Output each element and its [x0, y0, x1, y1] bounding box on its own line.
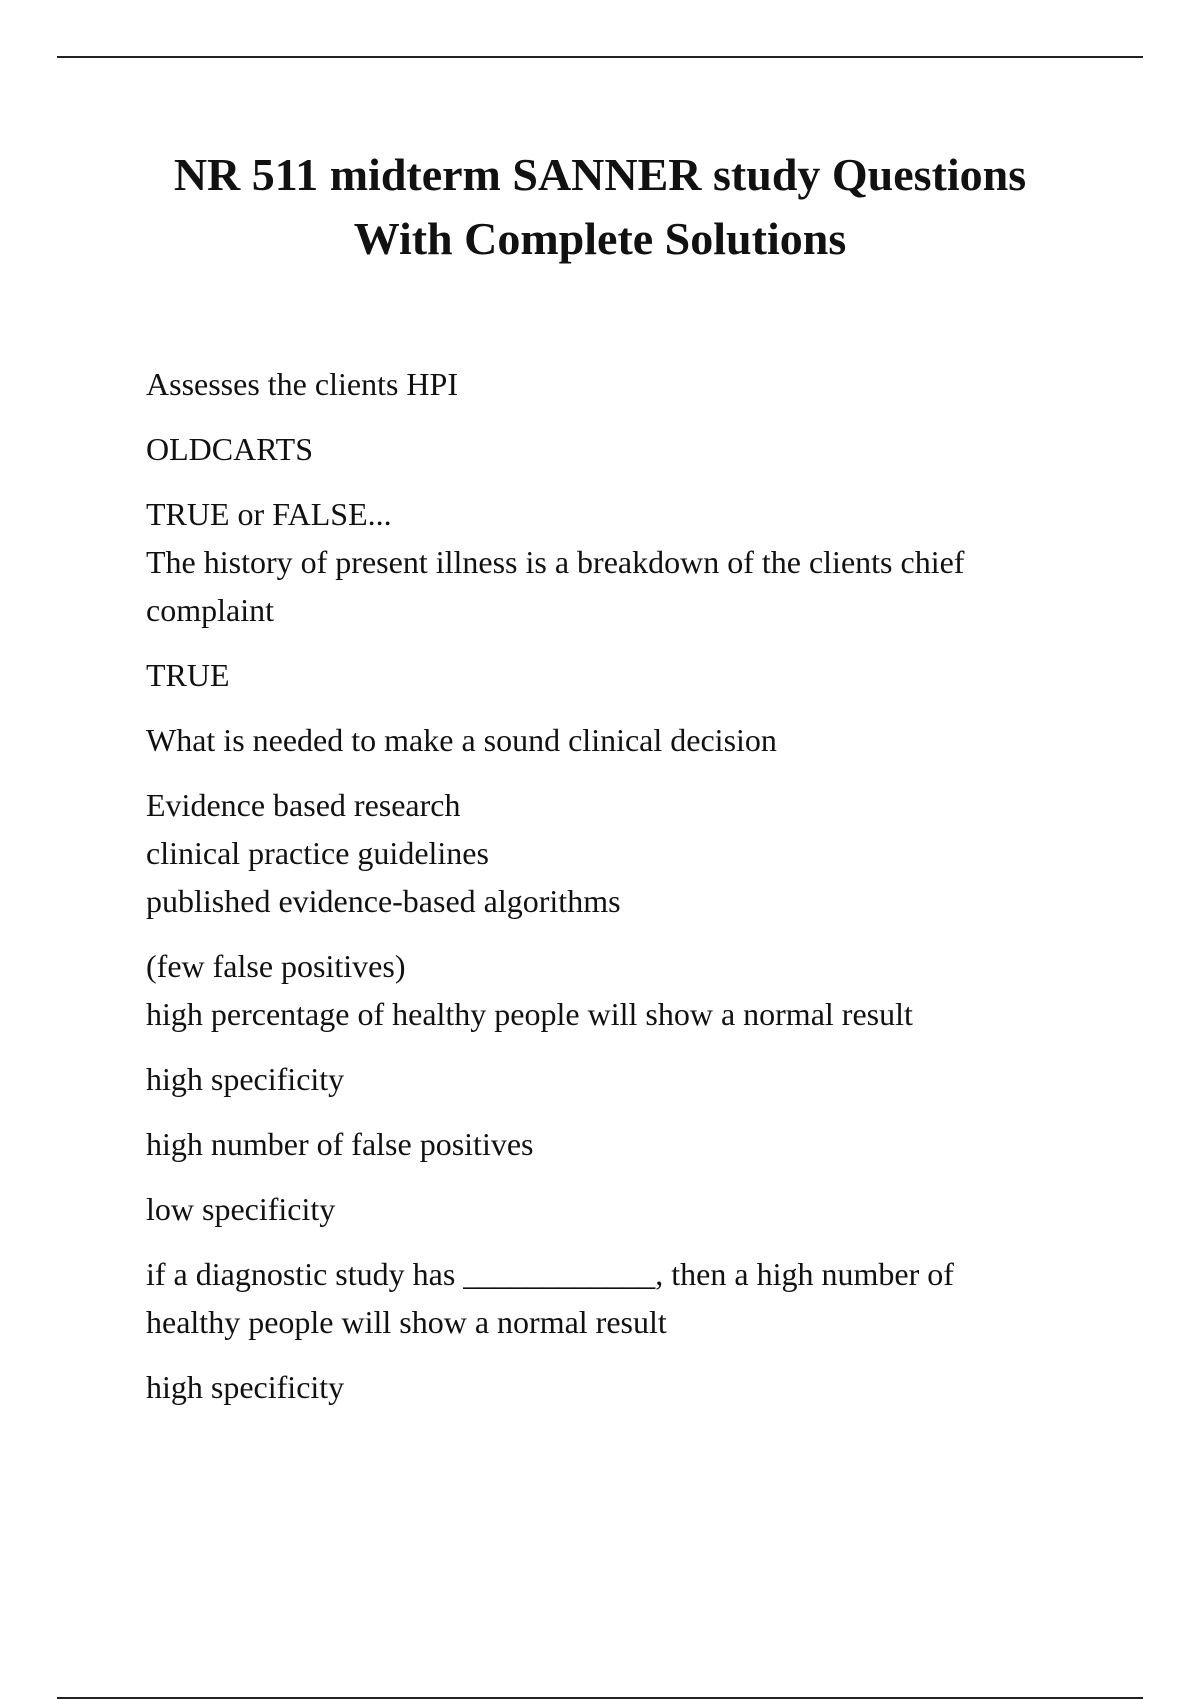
text-line: What is needed to make a sound clinical decision	[146, 722, 777, 758]
text-line: low specificity	[146, 1191, 336, 1227]
bottom-divider	[57, 1697, 1143, 1699]
title-line: With Complete Solutions	[353, 213, 847, 264]
answer-clinical-decision	[146, 781, 1106, 925]
document-title	[100, 143, 1100, 271]
answer-high-false-positives	[146, 1185, 1106, 1233]
text-line: if a diagnostic study has ____________, then a high number of	[146, 1256, 954, 1292]
top-divider	[57, 56, 1143, 58]
text-line: published evidence-based algorithms	[146, 883, 621, 919]
question-few-false-positives	[146, 942, 1106, 1038]
text-line: (few false positives)	[146, 948, 406, 984]
text-line: high specificity	[146, 1369, 345, 1405]
text-line: high percentage of healthy people will show a normal result	[146, 996, 913, 1032]
text-line: healthy people will show a normal result	[146, 1304, 667, 1340]
text-line: Assesses the clients HPI	[146, 366, 458, 402]
answer-true-false	[146, 651, 1106, 699]
question-high-false-positives	[146, 1120, 1106, 1168]
text-line: Evidence based research	[146, 787, 461, 823]
text-line: The history of present illness is a breakdown of the clients chief	[146, 544, 965, 580]
text-line: high specificity	[146, 1061, 345, 1097]
answer-hpi	[146, 425, 1106, 473]
question-fill-blank	[146, 1250, 1106, 1346]
answer-few-false-positives	[146, 1055, 1106, 1103]
text-line: TRUE	[146, 657, 230, 693]
text-line: OLDCARTS	[146, 431, 313, 467]
study-content	[146, 360, 1106, 1428]
title-line: NR 511 midterm SANNER study Questions	[173, 149, 1027, 200]
text-line: TRUE or FALSE...	[146, 496, 392, 532]
text-line: clinical practice guidelines	[146, 835, 489, 871]
text-line: complaint	[146, 592, 274, 628]
answer-fill-blank	[146, 1363, 1106, 1411]
question-true-false	[146, 490, 1106, 634]
question-clinical-decision	[146, 716, 1106, 764]
question-hpi	[146, 360, 1106, 408]
text-line: high number of false positives	[146, 1126, 534, 1162]
